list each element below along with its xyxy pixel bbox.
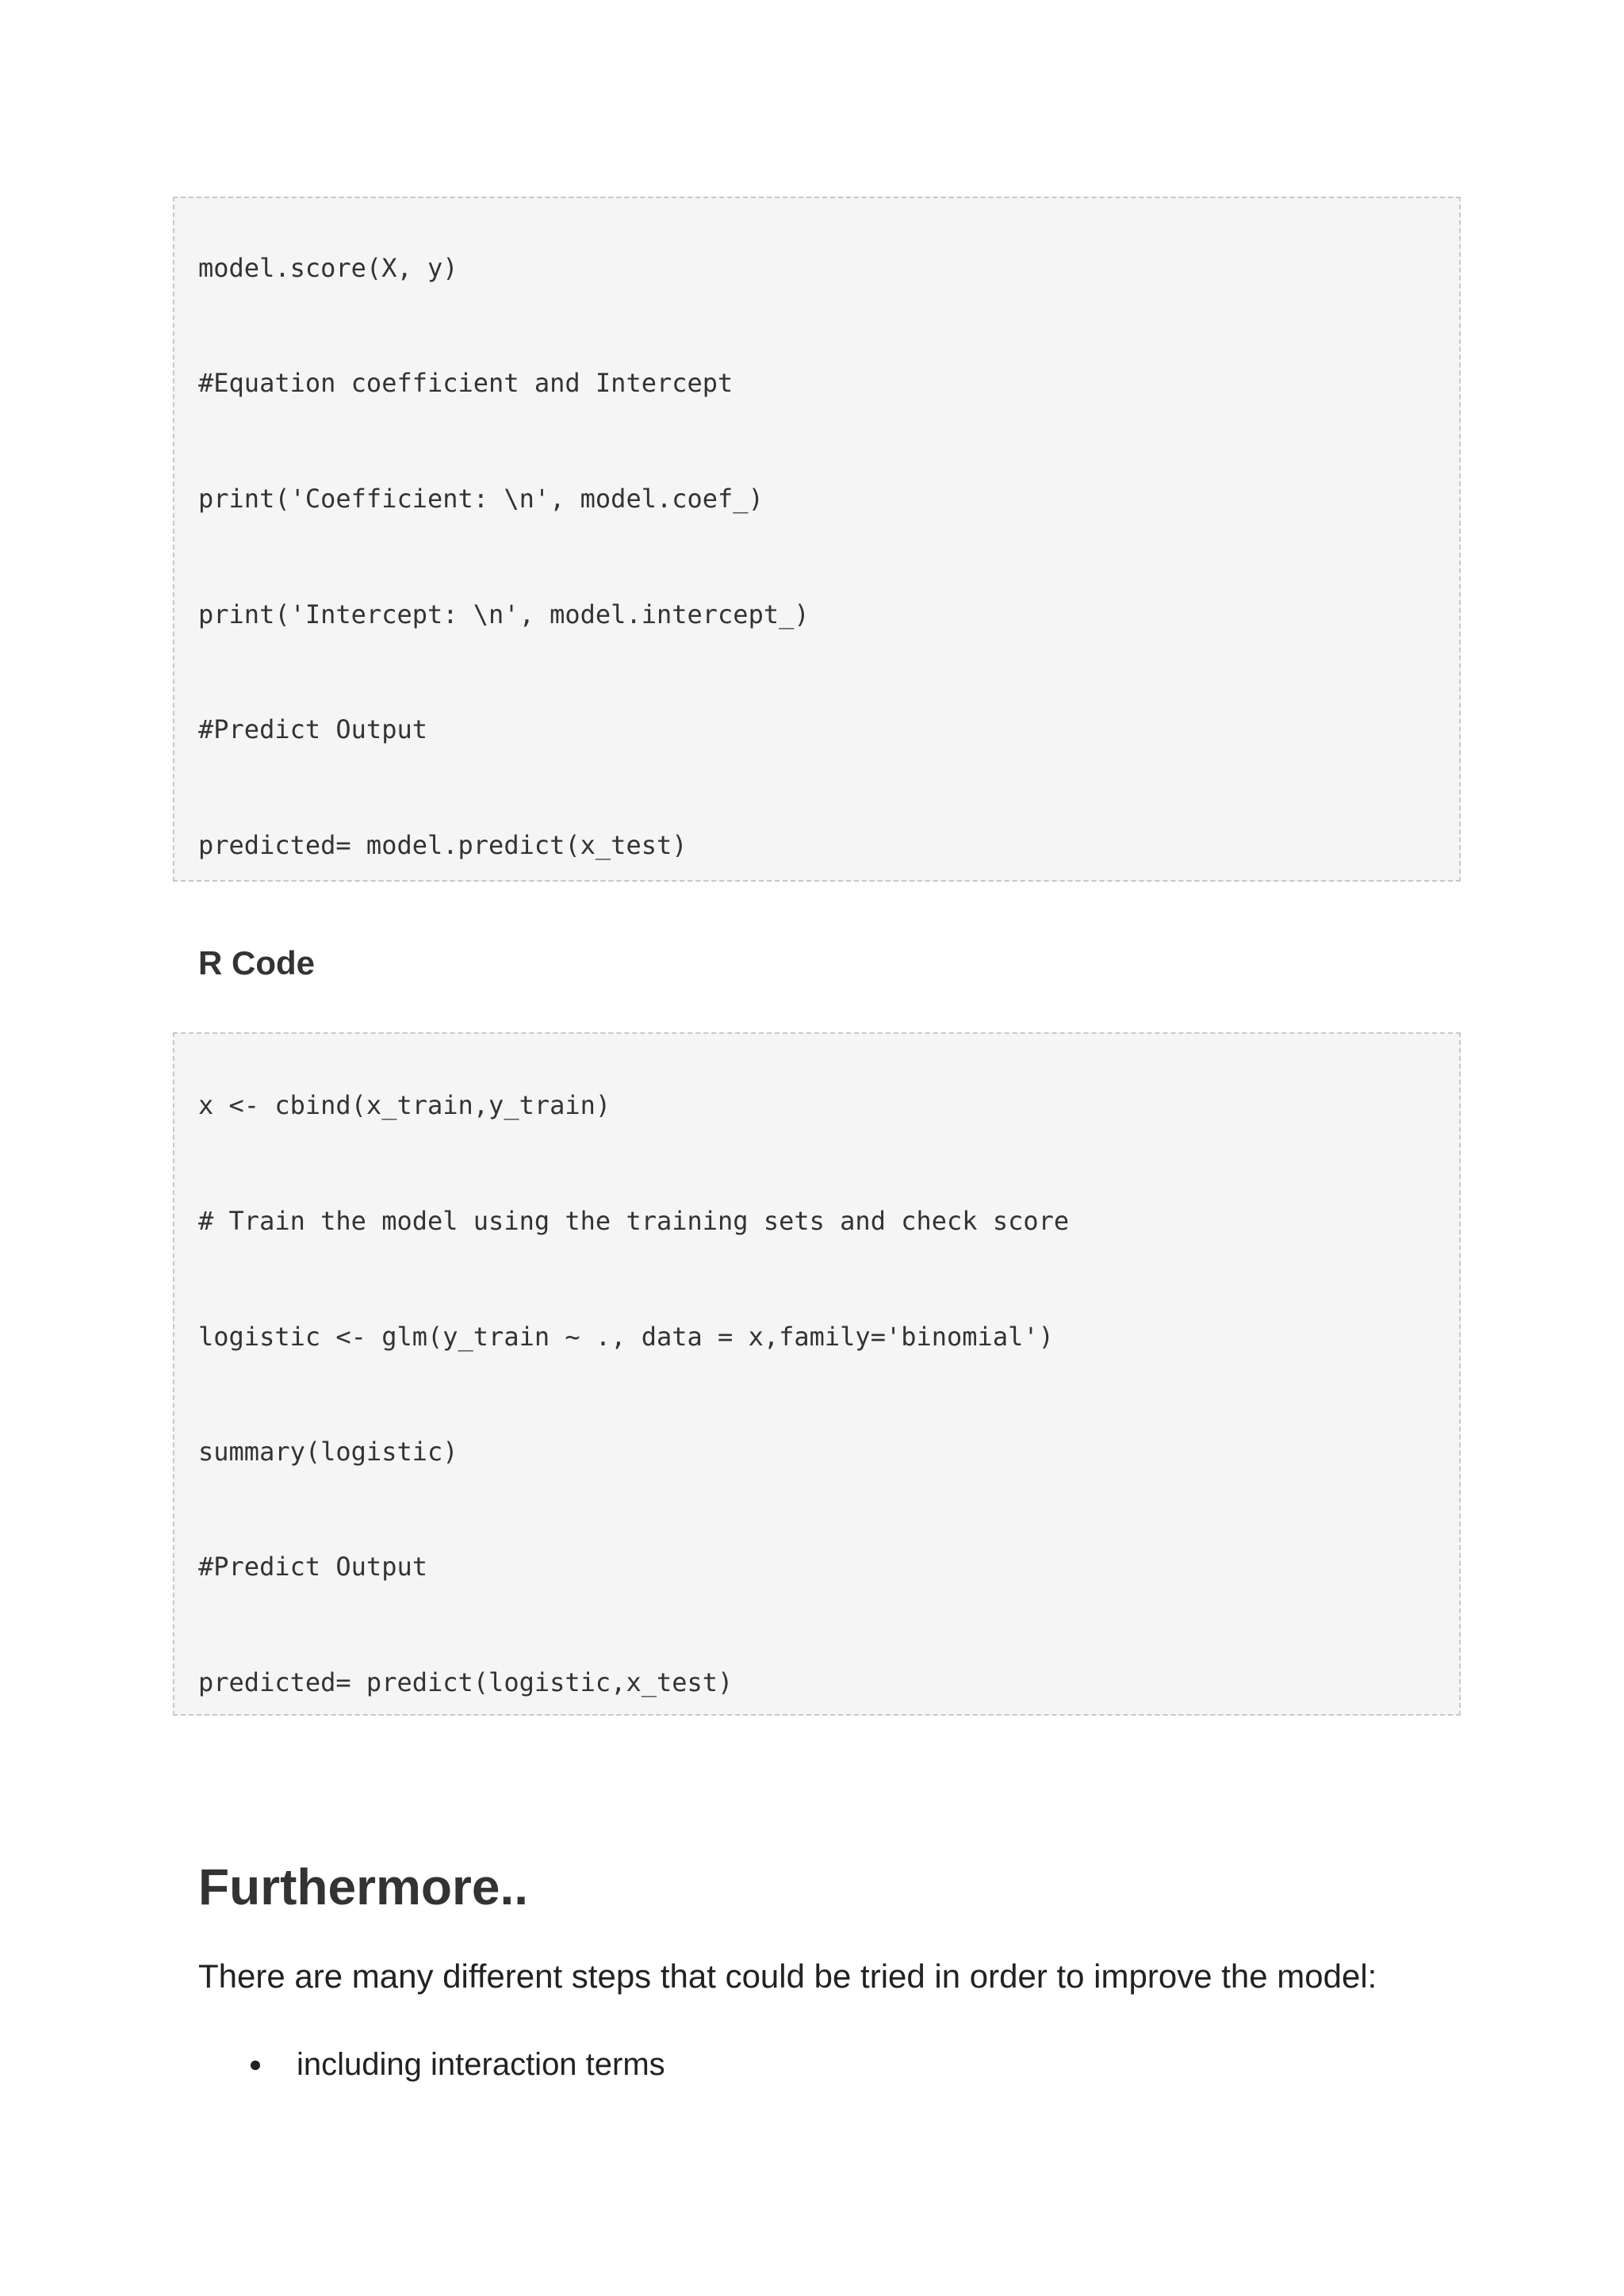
- code-line: print('Intercept: \n', model.intercept_): [198, 599, 810, 629]
- code-line: #Predict Output: [198, 1552, 427, 1582]
- list-item: [198, 2044, 665, 2085]
- bullet-icon: [251, 2061, 260, 2070]
- section-title: Furthermore..: [198, 1858, 529, 1915]
- code-line: predicted= model.predict(x_test): [198, 830, 688, 860]
- code-line: #Predict Output: [198, 714, 427, 744]
- code-line: predicted= predict(logistic,x_test): [198, 1667, 733, 1697]
- code-line: x <- cbind(x_train,y_train): [198, 1090, 611, 1120]
- intro-paragraph: There are many different steps that could be tried in order to improve the model:: [198, 1957, 1377, 1995]
- code-line: logistic <- glm(y_train ~ ., data = x,family='binomial'): [198, 1322, 1054, 1352]
- code-line: # Train the model using the training sets and check score: [198, 1206, 1070, 1236]
- r-code-block: [173, 1032, 1461, 1716]
- code-line: #Equation coefficient and Intercept: [198, 368, 733, 398]
- python-code-block: [173, 197, 1461, 882]
- code-line: print('Coefficient: \n', model.coef_): [198, 484, 764, 514]
- r-code-heading: R Code: [198, 944, 315, 982]
- list-item-text: including interaction terms: [297, 2047, 665, 2082]
- code-line: model.score(X, y): [198, 253, 458, 283]
- bullet-list: [198, 2044, 665, 2085]
- code-line: summary(logistic): [198, 1437, 458, 1467]
